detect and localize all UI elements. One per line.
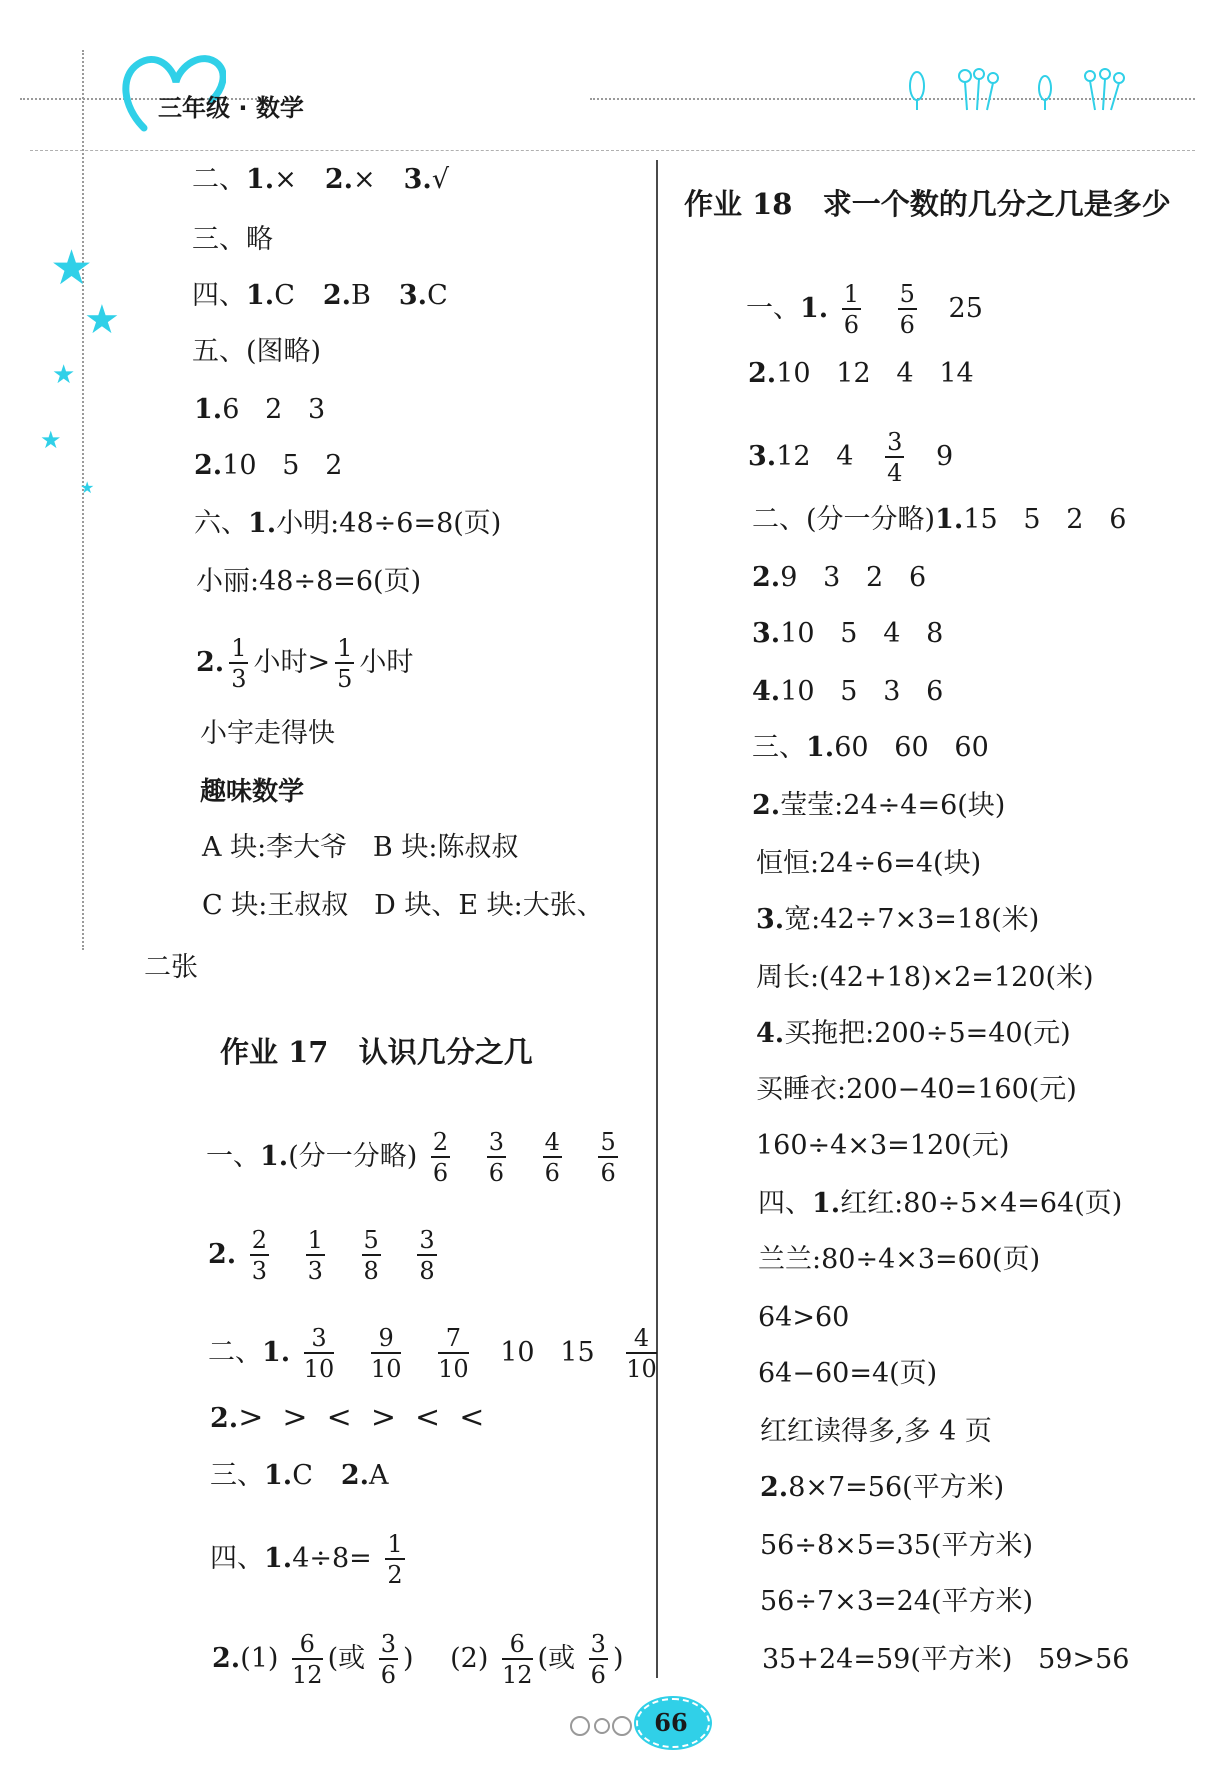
star-icon: ★ [80,478,95,497]
hw18-line: 2.8×7=56(平方米) [760,1472,1005,1503]
hw18-line: 56÷7×3=24(平方米) [760,1586,1034,1617]
hw18-line: 周长:(42+18)×2=120(米) [756,962,1094,993]
answer-line: 2. $\frac{1}{3}$ 小时> $\frac{1}{5}$ 小时 [196,634,414,693]
flower-decoration-icon [905,62,1135,112]
hw18-line: 一、1. $\frac{1}{6}$ $\frac{5}{6}$ 25 [746,280,983,339]
hw17-line: 三、1.C 2.A [210,1460,389,1491]
hw18-line: 二、(分一分略)1.15 5 2 6 [752,504,1127,535]
hw18-line: 4.买拖把:200÷5=40(元) [756,1018,1071,1049]
answer-line: 二、1.× 2.× 3.√ [192,164,450,195]
star-icon: ★ [84,297,120,343]
answer-line: 2.10 5 2 [194,450,343,481]
answer-line: 1.6 2 3 [194,394,326,425]
page-number: 66 [654,1708,688,1737]
hw17-line: 四、1.4÷8= $\frac{1}{2}$ [210,1530,403,1589]
hw18-line: 四、1.红红:80÷5×4=64(页) [758,1188,1123,1219]
grade-subject-label: 三年级 · 数学 [158,94,304,122]
hw18-line: 3.12 4 $\frac{3}{4}$ 9 [748,428,954,487]
answer-line: C 块:王叔叔 D 块、E 块:大张、 [202,890,604,921]
hw17-line: 2.(1) $\frac{6}{12}$ (或 $\frac{3}{6}$ ) (2) $\frac{6}{12}$ (或 $\frac{3}{6}$ ) [212,1630,624,1689]
hw18-line: 64−60=4(页) [758,1358,938,1389]
header-dotted-line-bottom [30,150,1195,151]
section-heading-fun-math: 趣味数学 [200,777,305,807]
hw18-line: 64>60 [758,1302,850,1333]
column-divider [656,160,658,1678]
hw18-line: 3.宽:42÷7×3=18(米) [756,904,1040,935]
hw17-line: 一、1.(分一分略) $\frac{2}{6}$ $\frac{3}{6}$ $\frac{4}{6}$ $\frac{5}{6}$ [206,1128,616,1187]
hw18-line: 红红读得多,多 4 页 [760,1416,992,1447]
star-icon: ★ [50,240,94,296]
hw18-line: 三、1.60 60 60 [752,732,989,763]
answer-line: 五、(图略) [192,336,322,367]
hw18-line: 2.莹莹:24÷4=6(块) [752,790,1006,821]
hw18-line: 4.10 5 3 6 [752,676,944,707]
margin-dotted-line [82,50,84,950]
hw18-line: 56÷8×5=35(平方米) [760,1530,1034,1561]
footer-circles-icon [566,1710,646,1740]
hw18-title: 作业 18 求一个数的几分之几是多少 [684,187,1171,221]
hw18-line: 35+24=59(平方米) 59>56 [762,1644,1130,1675]
answer-line: A 块:李大爷 B 块:陈叔叔 [202,832,519,863]
star-icon: ★ [52,360,76,390]
answer-line: 六、1.小明:48÷6=8(页) [194,508,502,539]
hw17-line: 二、1. $\frac{3}{10}$ $\frac{9}{10}$ $\frac{7}{10}$ 10 15 $\frac{4}{10}$ [208,1324,657,1383]
answer-line: 小丽:48÷8=6(页) [196,566,422,597]
answer-line: 三、略 [192,224,273,255]
star-icon: ★ [40,426,62,454]
hw18-line: 3.10 5 4 8 [752,618,944,649]
hw17-title: 作业 17 认识几分之几 [220,1035,533,1069]
answer-line: 二张 [144,952,198,983]
hw17-line: 2. $\frac{2}{3}$ $\frac{1}{3}$ $\frac{5}{8}$ $\frac{3}{8}$ [208,1226,435,1285]
hw18-line: 兰兰:80÷4×3=60(页) [758,1244,1041,1275]
hw18-line: 160÷4×3=120(元) [756,1130,1010,1161]
hw17-line: 2.> > < > < < [210,1400,485,1435]
answer-line: 小宇走得快 [200,718,335,749]
hw18-line: 买睡衣:200−40=160(元) [756,1074,1077,1105]
hw18-line: 2.9 3 2 6 [752,562,927,593]
answer-line: 四、1.C 2.B 3.C [192,280,448,311]
hw18-line: 恒恒:24÷6=4(块) [756,848,982,879]
hw18-line: 2.10 12 4 14 [748,358,974,389]
